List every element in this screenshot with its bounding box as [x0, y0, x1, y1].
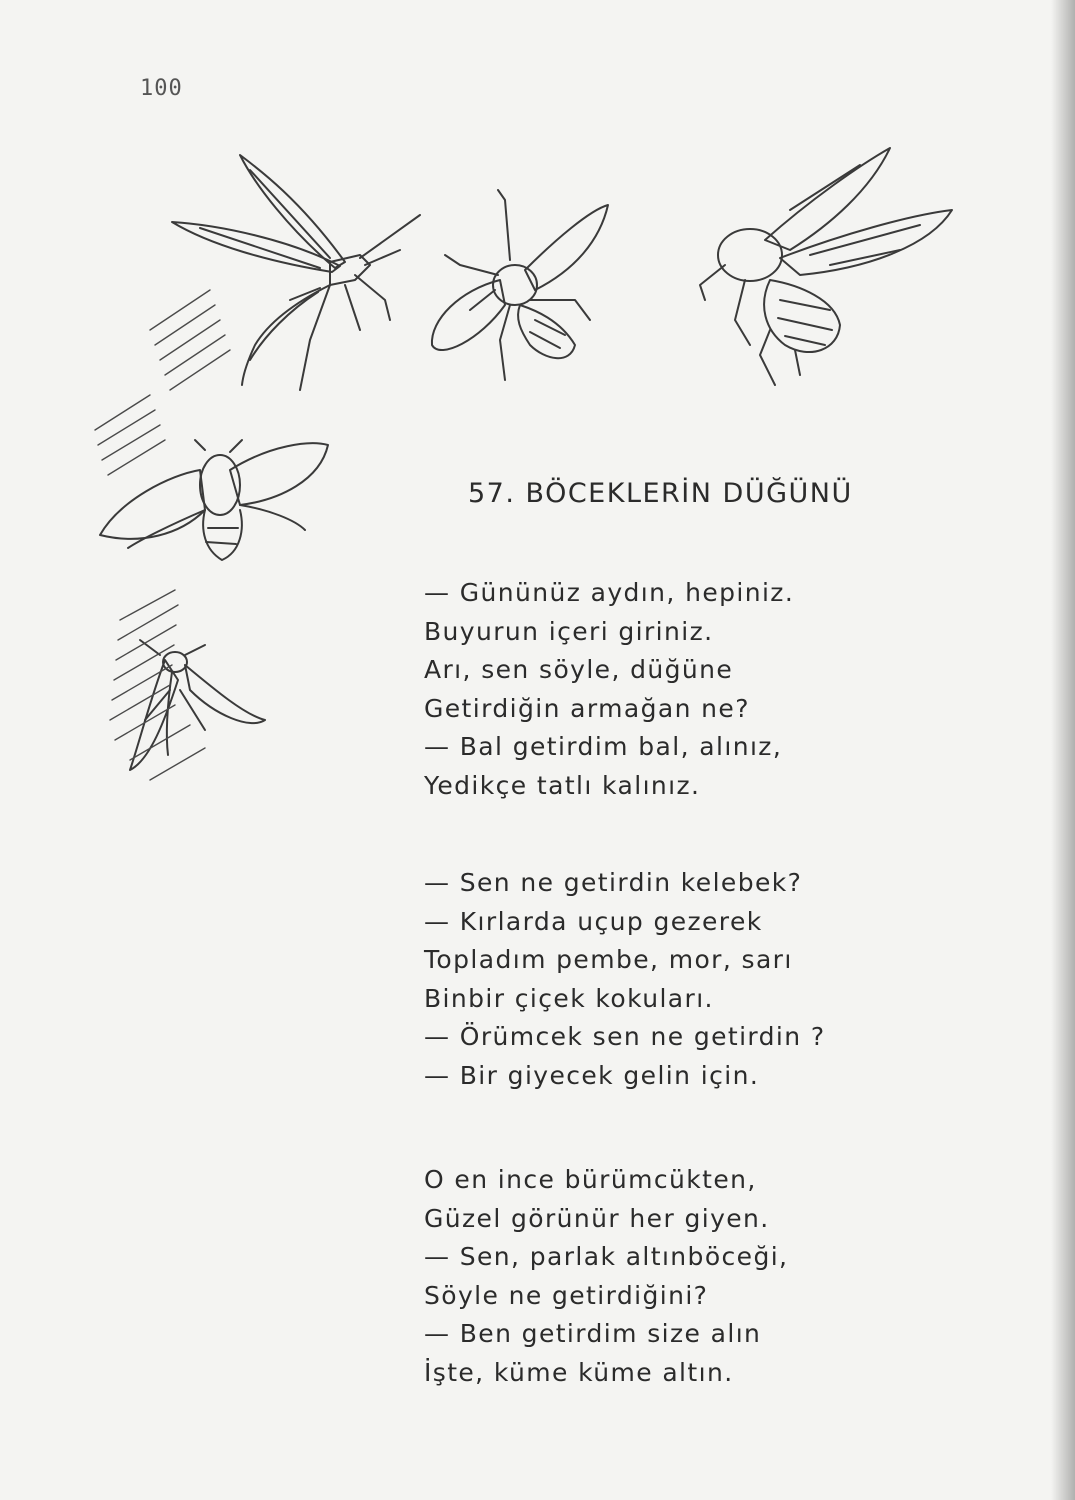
poem-line: — Bir giyecek gelin için.	[424, 1060, 760, 1090]
poem-line: — Örümcek sen ne getirdin ?	[424, 1022, 826, 1051]
poem-line: Binbir çiçek kokuları.	[424, 983, 714, 1013]
poem-line: Buyurun içeri giriniz.	[424, 616, 714, 646]
stanza-2	[424, 864, 826, 1095]
page-edge-shadow	[1051, 0, 1075, 1500]
poem-line: Güzel görünür her giyen.	[424, 1203, 770, 1233]
poem-line: — Gününüz aydın, hepiniz.	[424, 578, 795, 607]
poem-line: — Sen ne getirdin kelebek?	[424, 868, 803, 897]
stanza-3	[424, 1161, 788, 1392]
poem-line: Topladım pembe, mor, sarı	[424, 945, 793, 974]
poem-line: Söyle ne getirdiğini?	[424, 1280, 709, 1310]
poem-line: O en ince bürümcükten,	[424, 1165, 757, 1194]
poem-line: Yedikçe tatlı kalınız.	[424, 770, 701, 800]
poem-line: Arı, sen söyle, düğüne	[424, 655, 734, 684]
poem-line: — Sen, parlak altınböceği,	[424, 1242, 789, 1271]
stanza-1	[424, 574, 794, 805]
fly-icon	[432, 190, 608, 380]
crane-fly-icon	[172, 155, 420, 390]
poem-line: Getirdiğin armağan ne?	[424, 693, 750, 723]
bee-icon	[700, 148, 952, 385]
poem-line: — Bal getirdim bal, alınız,	[424, 732, 783, 761]
poem-line: — Ben getirdim size alın	[424, 1319, 762, 1348]
poem-line: İşte, küme küme altın.	[424, 1357, 734, 1387]
poem-title: 57. BÖCEKLERİN DÜĞÜNÜ	[468, 478, 853, 509]
page-number: 100	[140, 76, 183, 101]
moth-icon	[100, 440, 328, 560]
poem-line: — Kırlarda uçup gezerek	[424, 906, 763, 936]
